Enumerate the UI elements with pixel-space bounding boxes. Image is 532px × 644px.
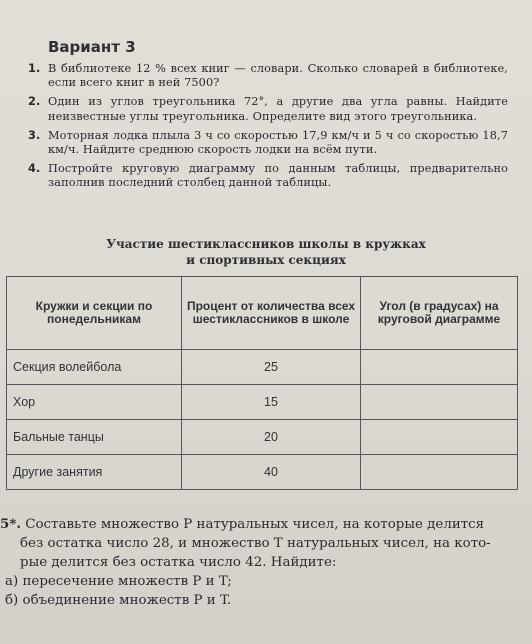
task-number: 4. xyxy=(28,162,41,176)
cell-angle xyxy=(361,350,518,385)
table-title xyxy=(0,236,532,268)
task-text: Моторная лодка плыла 3 ч со скоростью 17,9 км/ч и 5 ч со скоростью 18,7 км/ч. Найдите среднюю скорость лодки на всём пути. xyxy=(48,128,508,157)
table-header-row xyxy=(7,277,518,350)
table-title-line-2: и спортивных секциях xyxy=(186,253,346,267)
task-5-line-1: Составьте множество P натуральных чисел, на которые делится xyxy=(25,517,485,532)
table-row xyxy=(7,420,518,455)
cell-percent: 40 xyxy=(182,455,361,490)
cell-percent: 15 xyxy=(182,385,361,420)
cell-activity: Хор xyxy=(7,385,182,420)
task-text: В библиотеке 12 % всех книг — словари. Сколько словарей в библиотеке, если всего книг в ней 7500? xyxy=(48,62,508,90)
task-5-part-b: б) объединение множеств P и T. xyxy=(5,593,232,608)
task-number: 1. xyxy=(28,62,41,75)
cell-angle xyxy=(361,455,518,490)
task-number: 3. xyxy=(28,128,41,142)
header-activities: Кружки и секции по понедельникам xyxy=(7,277,182,350)
cell-percent: 20 xyxy=(182,420,361,455)
data-table-wrapper xyxy=(6,276,518,490)
task-5-line-3: рые делится без остатка число 42. Найдите: xyxy=(20,555,337,570)
task-number: 2. xyxy=(28,95,41,109)
task-text: Постройте круговую диаграмму по данным таблицы, предварительно заполнив последний столбец данной таблицы. xyxy=(48,162,508,190)
data-table xyxy=(6,276,518,490)
task-5 xyxy=(0,515,520,610)
cell-angle xyxy=(361,420,518,455)
table-row xyxy=(7,385,518,420)
task-text: Один из углов треугольника 72°, а другие два угла равны. Найдите неизвестные углы треугольника. Определите вид этого треугольника. xyxy=(48,95,508,123)
header-angle: Угол (в градусах) на круговой диаграмме xyxy=(361,277,518,350)
task-4 xyxy=(28,162,508,190)
task-list xyxy=(28,62,508,196)
cell-activity: Секция волейбола xyxy=(7,350,182,385)
variant-heading: Вариант 3 xyxy=(48,38,136,56)
cell-angle xyxy=(361,385,518,420)
table-row xyxy=(7,350,518,385)
header-percent: Процент от количества всех шестиклассников в школе xyxy=(182,277,361,350)
task-5-line-2: без остатка число 28, и множество T натуральных чисел, на кото- xyxy=(20,536,491,551)
task-3 xyxy=(28,129,508,157)
task-5-part-a: а) пересечение множеств P и T; xyxy=(5,574,232,589)
task-number: 5*. xyxy=(0,516,21,532)
cell-activity: Другие занятия xyxy=(7,455,182,490)
table-row xyxy=(7,455,518,490)
cell-percent: 25 xyxy=(182,350,361,385)
task-2 xyxy=(28,95,508,123)
table-title-line-1: Участие шестиклассников школы в кружках xyxy=(106,237,426,251)
cell-activity: Бальные танцы xyxy=(7,420,182,455)
task-1 xyxy=(28,62,508,90)
